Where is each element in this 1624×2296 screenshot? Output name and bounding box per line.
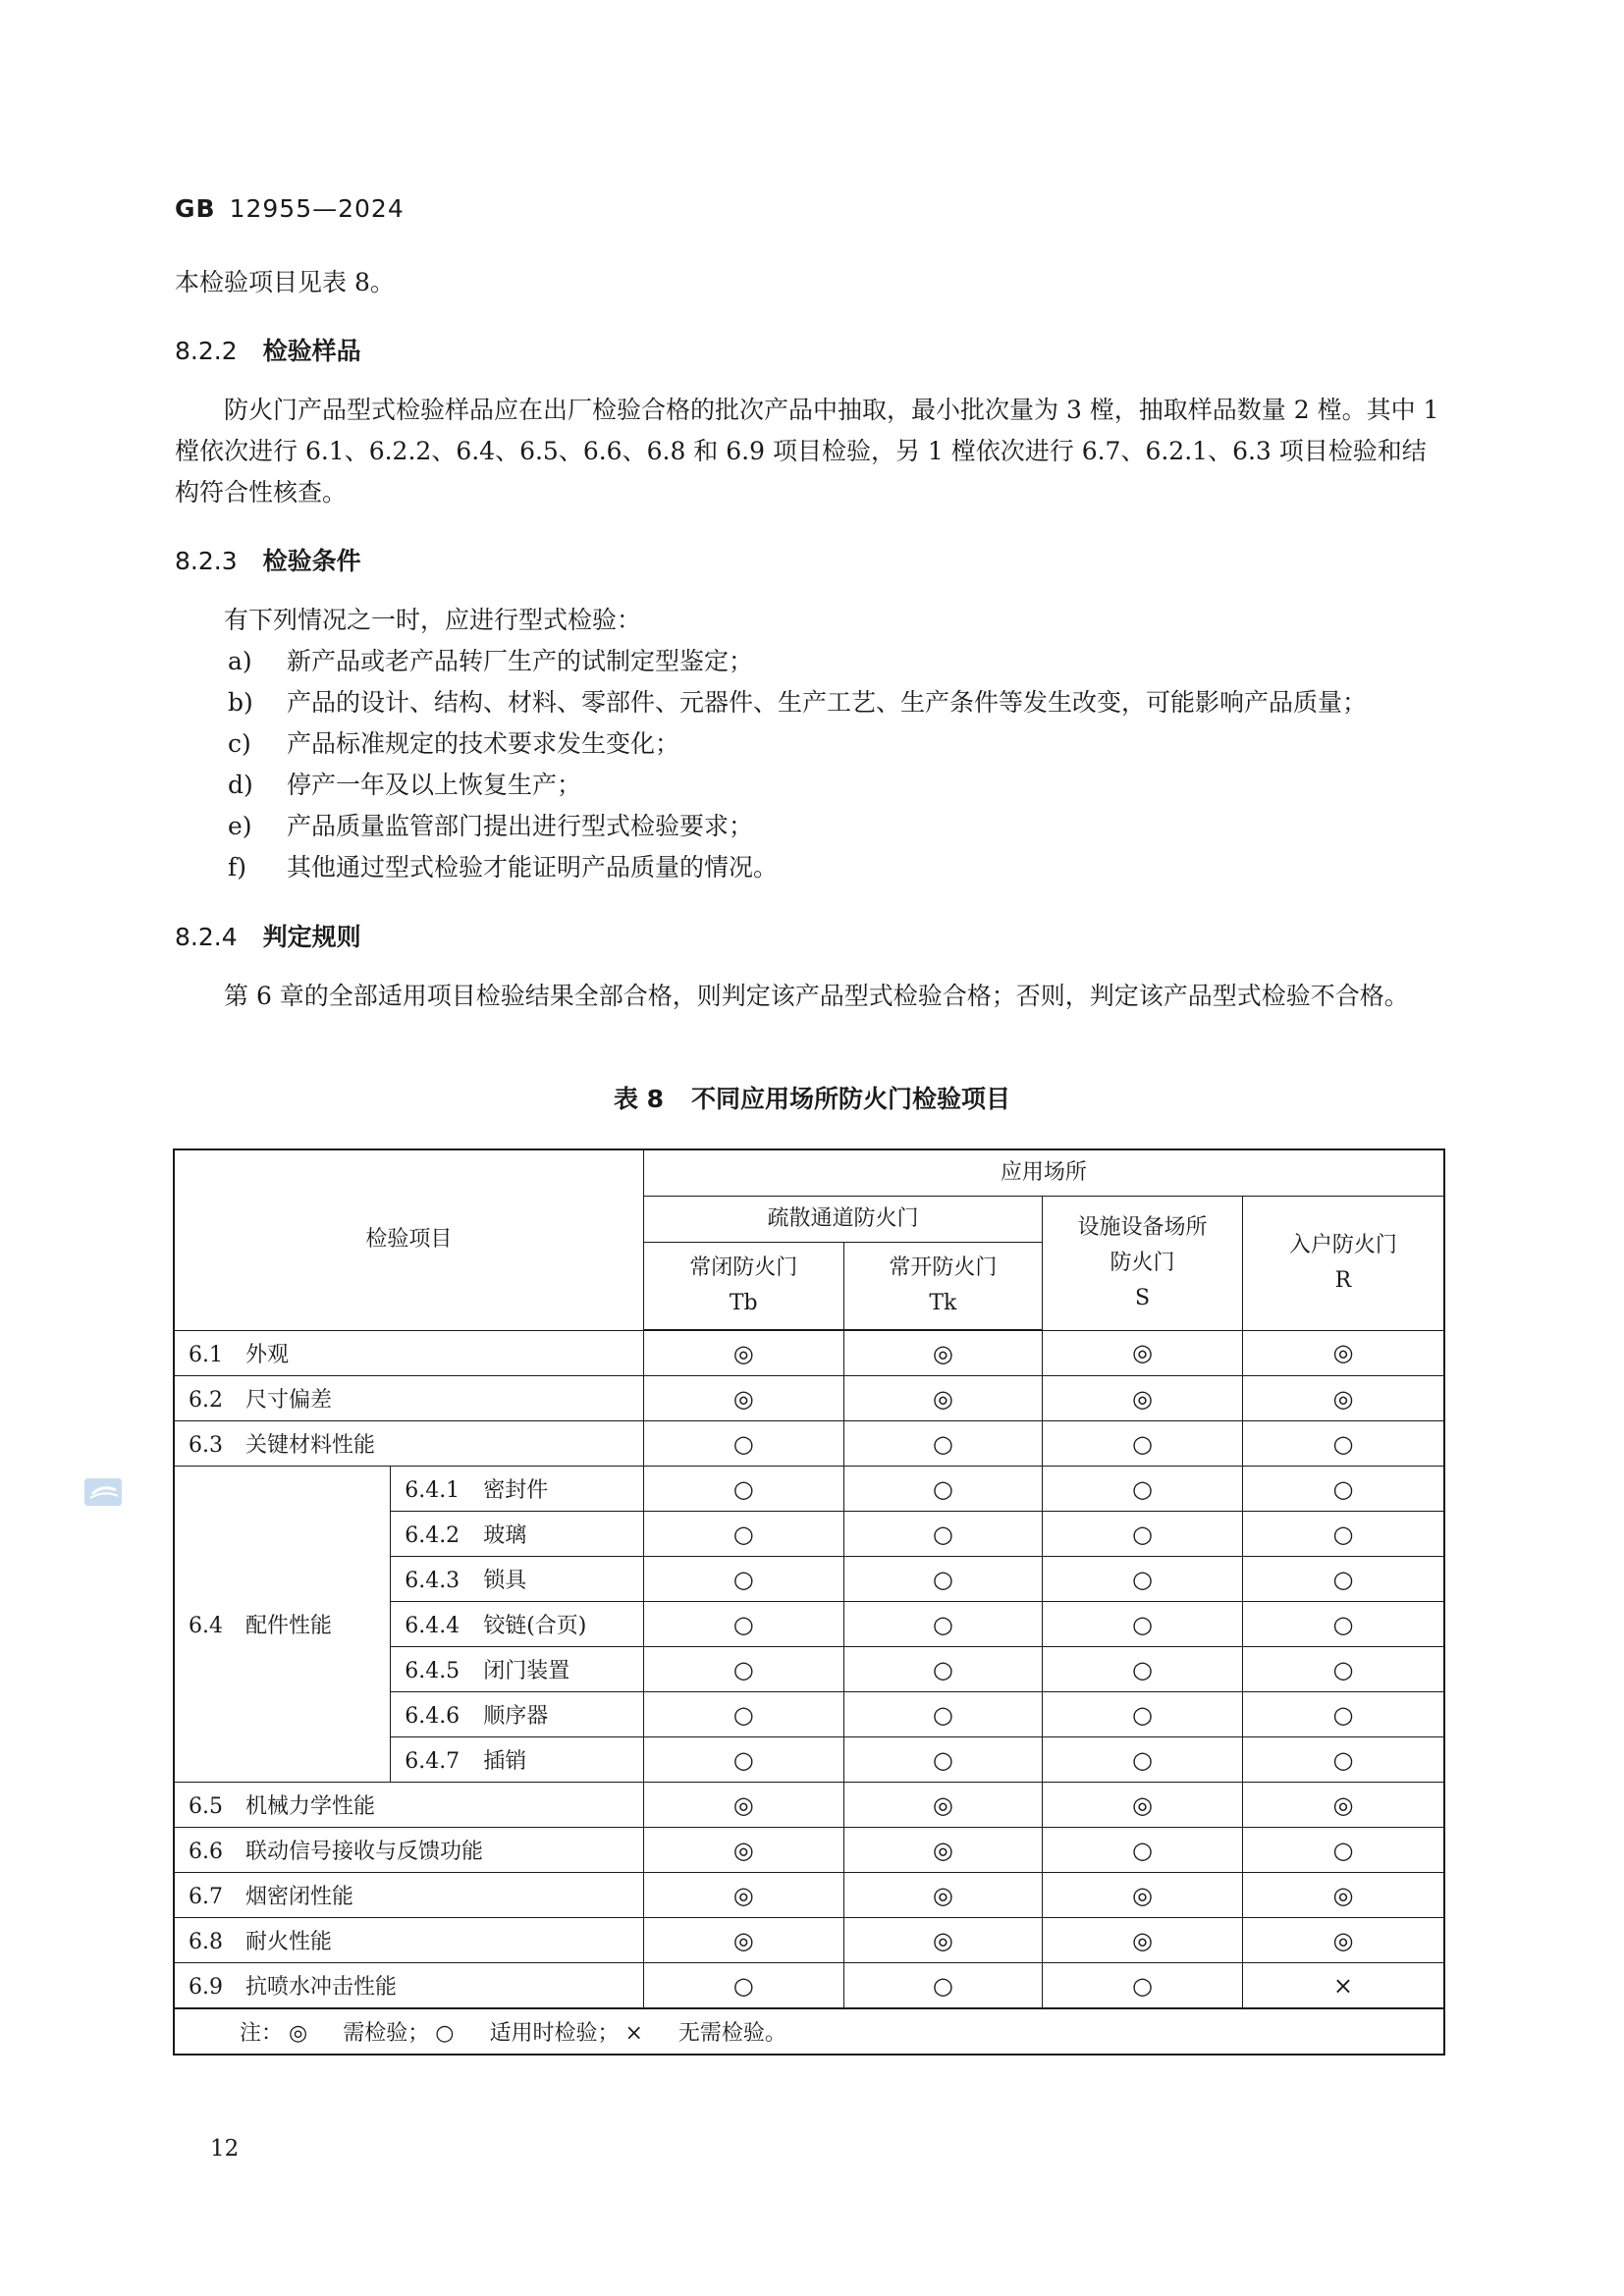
sub-item-cell bbox=[391, 1557, 644, 1602]
heading-8-2-2 bbox=[175, 332, 361, 367]
table-row bbox=[174, 1330, 1444, 1376]
header-s-code: S bbox=[1134, 1285, 1151, 1310]
note-symbol-required: ◎ bbox=[289, 2021, 308, 2046]
value-cell: ○ bbox=[1242, 1467, 1444, 1512]
value-cell: ○ bbox=[843, 1602, 1043, 1647]
header-cell-tk bbox=[843, 1242, 1043, 1330]
table-row bbox=[174, 1873, 1444, 1918]
value-cell: ◎ bbox=[1242, 1918, 1444, 1963]
paragraph-8-2-2: 防火门产品型式检验样品应在出厂检验合格的批次产品中抽取，最小批次量为 3 樘，抽取样品数量 2 樘。其中 1 樘依次进行 6.1、6.2.2、6.4、6.5、6.6、6.8 和 6.9 项目检验，另 1 樘依次进行 6.7、6.2.1、6.3 项目检验和结构符合性核查。 bbox=[175, 396, 1439, 507]
value-cell: ○ bbox=[643, 1421, 843, 1467]
item-name: 烟密闭性能 bbox=[245, 1885, 354, 1909]
header-r-code: R bbox=[1334, 1267, 1352, 1293]
value-cell: ◎ bbox=[1242, 1783, 1444, 1828]
sub-item-name: 插销 bbox=[483, 1749, 527, 1774]
value-cell: ◎ bbox=[843, 1828, 1043, 1873]
value-cell: ○ bbox=[1242, 1512, 1444, 1557]
standard-prefix: GB bbox=[175, 194, 216, 223]
value-cell: ○ bbox=[1242, 1692, 1444, 1737]
sub-item-name: 顺序器 bbox=[483, 1704, 549, 1729]
sub-item-code: 6.4.5 bbox=[405, 1659, 460, 1683]
value-cell: ◎ bbox=[843, 1783, 1043, 1828]
item-cell bbox=[174, 1828, 643, 1873]
note-label: 注： bbox=[240, 2021, 284, 2046]
item-cell bbox=[174, 1963, 643, 2009]
table-row bbox=[174, 1421, 1444, 1467]
header-r-name: 入户防火门 bbox=[1288, 1232, 1397, 1257]
value-cell: ○ bbox=[843, 1963, 1043, 2009]
value-cell: ◎ bbox=[1242, 1330, 1444, 1376]
list-item bbox=[228, 641, 1445, 682]
header-cell-s bbox=[1043, 1196, 1243, 1330]
list-text: 产品质量监管部门提出进行型式检验要求； bbox=[287, 812, 754, 840]
item-name: 联动信号接收与反馈功能 bbox=[245, 1840, 484, 1864]
item-cell bbox=[174, 1330, 643, 1376]
note-text-none: 无需检验。 bbox=[677, 2021, 786, 2046]
item-code: 6.6 bbox=[189, 1840, 223, 1864]
item-cell bbox=[174, 1421, 643, 1467]
header-cell-item: 检验项目 bbox=[174, 1149, 643, 1330]
value-cell: ◎ bbox=[643, 1828, 843, 1873]
item-code: 6.9 bbox=[189, 1975, 223, 2000]
item-code: 6.7 bbox=[189, 1885, 223, 1909]
list-item bbox=[228, 847, 1445, 888]
value-cell: ◎ bbox=[843, 1873, 1043, 1918]
value-cell: ◎ bbox=[643, 1330, 843, 1376]
item-name: 机械力学性能 bbox=[245, 1794, 376, 1819]
header-cell-r bbox=[1242, 1196, 1444, 1330]
value-cell: ◎ bbox=[1043, 1873, 1243, 1918]
table-row bbox=[174, 1467, 1444, 1512]
value-cell: ◎ bbox=[1043, 1376, 1243, 1421]
value-cell: ◎ bbox=[1242, 1376, 1444, 1421]
list-marker: d) bbox=[228, 771, 253, 799]
value-cell: ○ bbox=[843, 1512, 1043, 1557]
item-cell bbox=[174, 1873, 643, 1918]
header-s-line2: 防火门 bbox=[1110, 1250, 1175, 1275]
group-code: 6.4 bbox=[189, 1614, 223, 1638]
header-tb-name: 常闭防火门 bbox=[689, 1255, 798, 1280]
item-code: 6.5 bbox=[189, 1794, 223, 1819]
sub-item-name: 闭门装置 bbox=[483, 1659, 570, 1683]
table-row bbox=[174, 1376, 1444, 1421]
sub-item-name: 铰链(合页) bbox=[483, 1614, 587, 1638]
value-cell: ◎ bbox=[1242, 1873, 1444, 1918]
standard-code bbox=[175, 194, 405, 223]
item-code: 6.2 bbox=[189, 1388, 223, 1413]
table-row bbox=[174, 1963, 1444, 2009]
value-cell: ○ bbox=[1043, 1512, 1243, 1557]
value-cell: × bbox=[1242, 1963, 1444, 2009]
item-cell bbox=[174, 1783, 643, 1828]
sub-item-cell bbox=[391, 1512, 644, 1557]
value-cell: ◎ bbox=[643, 1783, 843, 1828]
item-name: 关键材料性能 bbox=[245, 1433, 376, 1458]
header-tk-code: Tk bbox=[929, 1290, 957, 1315]
value-cell: ○ bbox=[643, 1602, 843, 1647]
group-name: 配件性能 bbox=[245, 1614, 333, 1638]
note-symbol-applicable: ○ bbox=[435, 2021, 455, 2046]
conditions-lead: 有下列情况之一时，应进行型式检验： bbox=[224, 606, 642, 634]
item-name: 抗喷水冲击性能 bbox=[245, 1975, 398, 2000]
value-cell: ○ bbox=[1043, 1421, 1243, 1467]
sac-watermark-logo bbox=[82, 1474, 126, 1510]
item-name: 外观 bbox=[245, 1342, 290, 1367]
sub-item-name: 密封件 bbox=[483, 1478, 549, 1503]
value-cell: ○ bbox=[643, 1512, 843, 1557]
table-title bbox=[0, 1080, 1624, 1115]
value-cell: ○ bbox=[1242, 1828, 1444, 1873]
sub-item-code: 6.4.1 bbox=[405, 1478, 460, 1503]
value-cell: ○ bbox=[1242, 1737, 1444, 1783]
sub-item-code: 6.4.2 bbox=[405, 1523, 460, 1548]
item-cell bbox=[174, 1918, 643, 1963]
value-cell: ○ bbox=[843, 1467, 1043, 1512]
sub-item-name: 锁具 bbox=[483, 1569, 527, 1593]
item-code: 6.3 bbox=[189, 1433, 223, 1458]
conditions-list bbox=[228, 641, 1445, 888]
sub-item-code: 6.4.4 bbox=[405, 1614, 460, 1638]
heading-number: 8.2.4 bbox=[175, 923, 238, 951]
value-cell: ○ bbox=[843, 1557, 1043, 1602]
page-number: 12 bbox=[210, 2136, 240, 2162]
sub-item-name: 玻璃 bbox=[483, 1523, 527, 1548]
sub-item-code: 6.4.6 bbox=[405, 1704, 460, 1729]
value-cell: ○ bbox=[1043, 1737, 1243, 1783]
item-code: 6.8 bbox=[189, 1930, 223, 1954]
value-cell: ○ bbox=[1043, 1602, 1243, 1647]
table-row bbox=[174, 1783, 1444, 1828]
value-cell: ○ bbox=[843, 1737, 1043, 1783]
header-cell-evac: 疏散通道防火门 bbox=[643, 1196, 1042, 1242]
list-marker: f) bbox=[228, 853, 247, 881]
header-s-line1: 设施设备场所 bbox=[1077, 1214, 1208, 1240]
sub-item-cell bbox=[391, 1467, 644, 1512]
value-cell: ○ bbox=[643, 1692, 843, 1737]
note-text-required: 需检验； bbox=[343, 2021, 430, 2046]
value-cell: ○ bbox=[843, 1421, 1043, 1467]
value-cell: ○ bbox=[643, 1557, 843, 1602]
value-cell: ◎ bbox=[1043, 1783, 1243, 1828]
list-item bbox=[228, 765, 1445, 806]
sub-item-cell bbox=[391, 1647, 644, 1692]
value-cell: ◎ bbox=[843, 1918, 1043, 1963]
item-code: 6.1 bbox=[189, 1342, 223, 1367]
value-cell: ◎ bbox=[643, 1918, 843, 1963]
value-cell: ○ bbox=[643, 1737, 843, 1783]
value-cell: ○ bbox=[843, 1647, 1043, 1692]
value-cell: ○ bbox=[1043, 1963, 1243, 2009]
value-cell: ◎ bbox=[843, 1330, 1043, 1376]
intro-line: 本检验项目见表 8。 bbox=[175, 268, 395, 296]
header-cell-tb bbox=[643, 1242, 843, 1330]
sub-item-cell bbox=[391, 1737, 644, 1783]
value-cell: ◎ bbox=[1043, 1330, 1243, 1376]
value-cell: ○ bbox=[643, 1963, 843, 2009]
table-note-row bbox=[174, 2008, 1444, 2055]
value-cell: ○ bbox=[1043, 1647, 1243, 1692]
value-cell: ◎ bbox=[843, 1376, 1043, 1421]
value-cell: ○ bbox=[1242, 1602, 1444, 1647]
table-row bbox=[174, 1918, 1444, 1963]
value-cell: ◎ bbox=[643, 1873, 843, 1918]
list-marker: b) bbox=[228, 688, 253, 717]
list-item bbox=[228, 682, 1445, 723]
list-text: 其他通过型式检验才能证明产品质量的情况。 bbox=[287, 853, 779, 881]
item-name: 耐火性能 bbox=[245, 1930, 333, 1954]
value-cell: ◎ bbox=[1043, 1918, 1243, 1963]
heading-title: 判定规则 bbox=[262, 923, 361, 951]
heading-number: 8.2.2 bbox=[175, 337, 238, 365]
header-tk-name: 常开防火门 bbox=[889, 1255, 998, 1280]
value-cell: ○ bbox=[1043, 1557, 1243, 1602]
heading-8-2-3 bbox=[175, 542, 361, 577]
group-cell bbox=[174, 1467, 391, 1783]
value-cell: ○ bbox=[1242, 1557, 1444, 1602]
heading-8-2-4 bbox=[175, 918, 361, 953]
header-cell-place: 应用场所 bbox=[643, 1149, 1444, 1196]
sub-item-cell bbox=[391, 1602, 644, 1647]
list-item bbox=[228, 723, 1445, 765]
list-item bbox=[228, 806, 1445, 847]
value-cell: ○ bbox=[643, 1647, 843, 1692]
list-text: 产品的设计、结构、材料、零部件、元器件、生产工艺、生产条件等发生改变，可能影响产品质量； bbox=[287, 688, 1368, 717]
note-text-applicable: 适用时检验； bbox=[489, 2021, 620, 2046]
standard-number: 12955—2024 bbox=[229, 194, 405, 223]
value-cell: ○ bbox=[1242, 1421, 1444, 1467]
list-text: 停产一年及以上恢复生产； bbox=[287, 771, 582, 799]
paragraph-8-2-4: 第 6 章的全部适用项目检验结果全部合格，则判定该产品型式检验合格；否则，判定该产品型式检验不合格。 bbox=[224, 982, 1409, 1010]
inspection-items-table bbox=[173, 1148, 1445, 2056]
note-symbol-none: × bbox=[624, 2021, 643, 2046]
sub-item-code: 6.4.7 bbox=[405, 1749, 460, 1774]
list-text: 新产品或老产品转厂生产的试制定型鉴定； bbox=[287, 647, 754, 675]
table-note bbox=[174, 2008, 1444, 2055]
heading-title: 检验条件 bbox=[262, 547, 361, 575]
value-cell: ○ bbox=[1242, 1647, 1444, 1692]
list-marker: c) bbox=[228, 729, 251, 758]
list-marker: e) bbox=[228, 812, 252, 840]
value-cell: ○ bbox=[1043, 1467, 1243, 1512]
list-marker: a) bbox=[228, 647, 252, 675]
sub-item-code: 6.4.3 bbox=[405, 1569, 460, 1593]
table-row bbox=[174, 1828, 1444, 1873]
list-text: 产品标准规定的技术要求发生变化； bbox=[287, 729, 680, 758]
table-caption: 不同应用场所防火门检验项目 bbox=[691, 1085, 1011, 1113]
heading-title: 检验样品 bbox=[262, 337, 361, 365]
value-cell: ○ bbox=[643, 1467, 843, 1512]
value-cell: ◎ bbox=[643, 1376, 843, 1421]
value-cell: ○ bbox=[843, 1692, 1043, 1737]
value-cell: ○ bbox=[1043, 1692, 1243, 1737]
sub-item-cell bbox=[391, 1692, 644, 1737]
header-tb-code: Tb bbox=[729, 1290, 758, 1315]
table-number: 表 8 bbox=[613, 1085, 665, 1113]
value-cell: ○ bbox=[1043, 1828, 1243, 1873]
item-name: 尺寸偏差 bbox=[245, 1388, 333, 1413]
table-header-row bbox=[174, 1149, 1444, 1196]
item-cell bbox=[174, 1376, 643, 1421]
heading-number: 8.2.3 bbox=[175, 547, 238, 575]
